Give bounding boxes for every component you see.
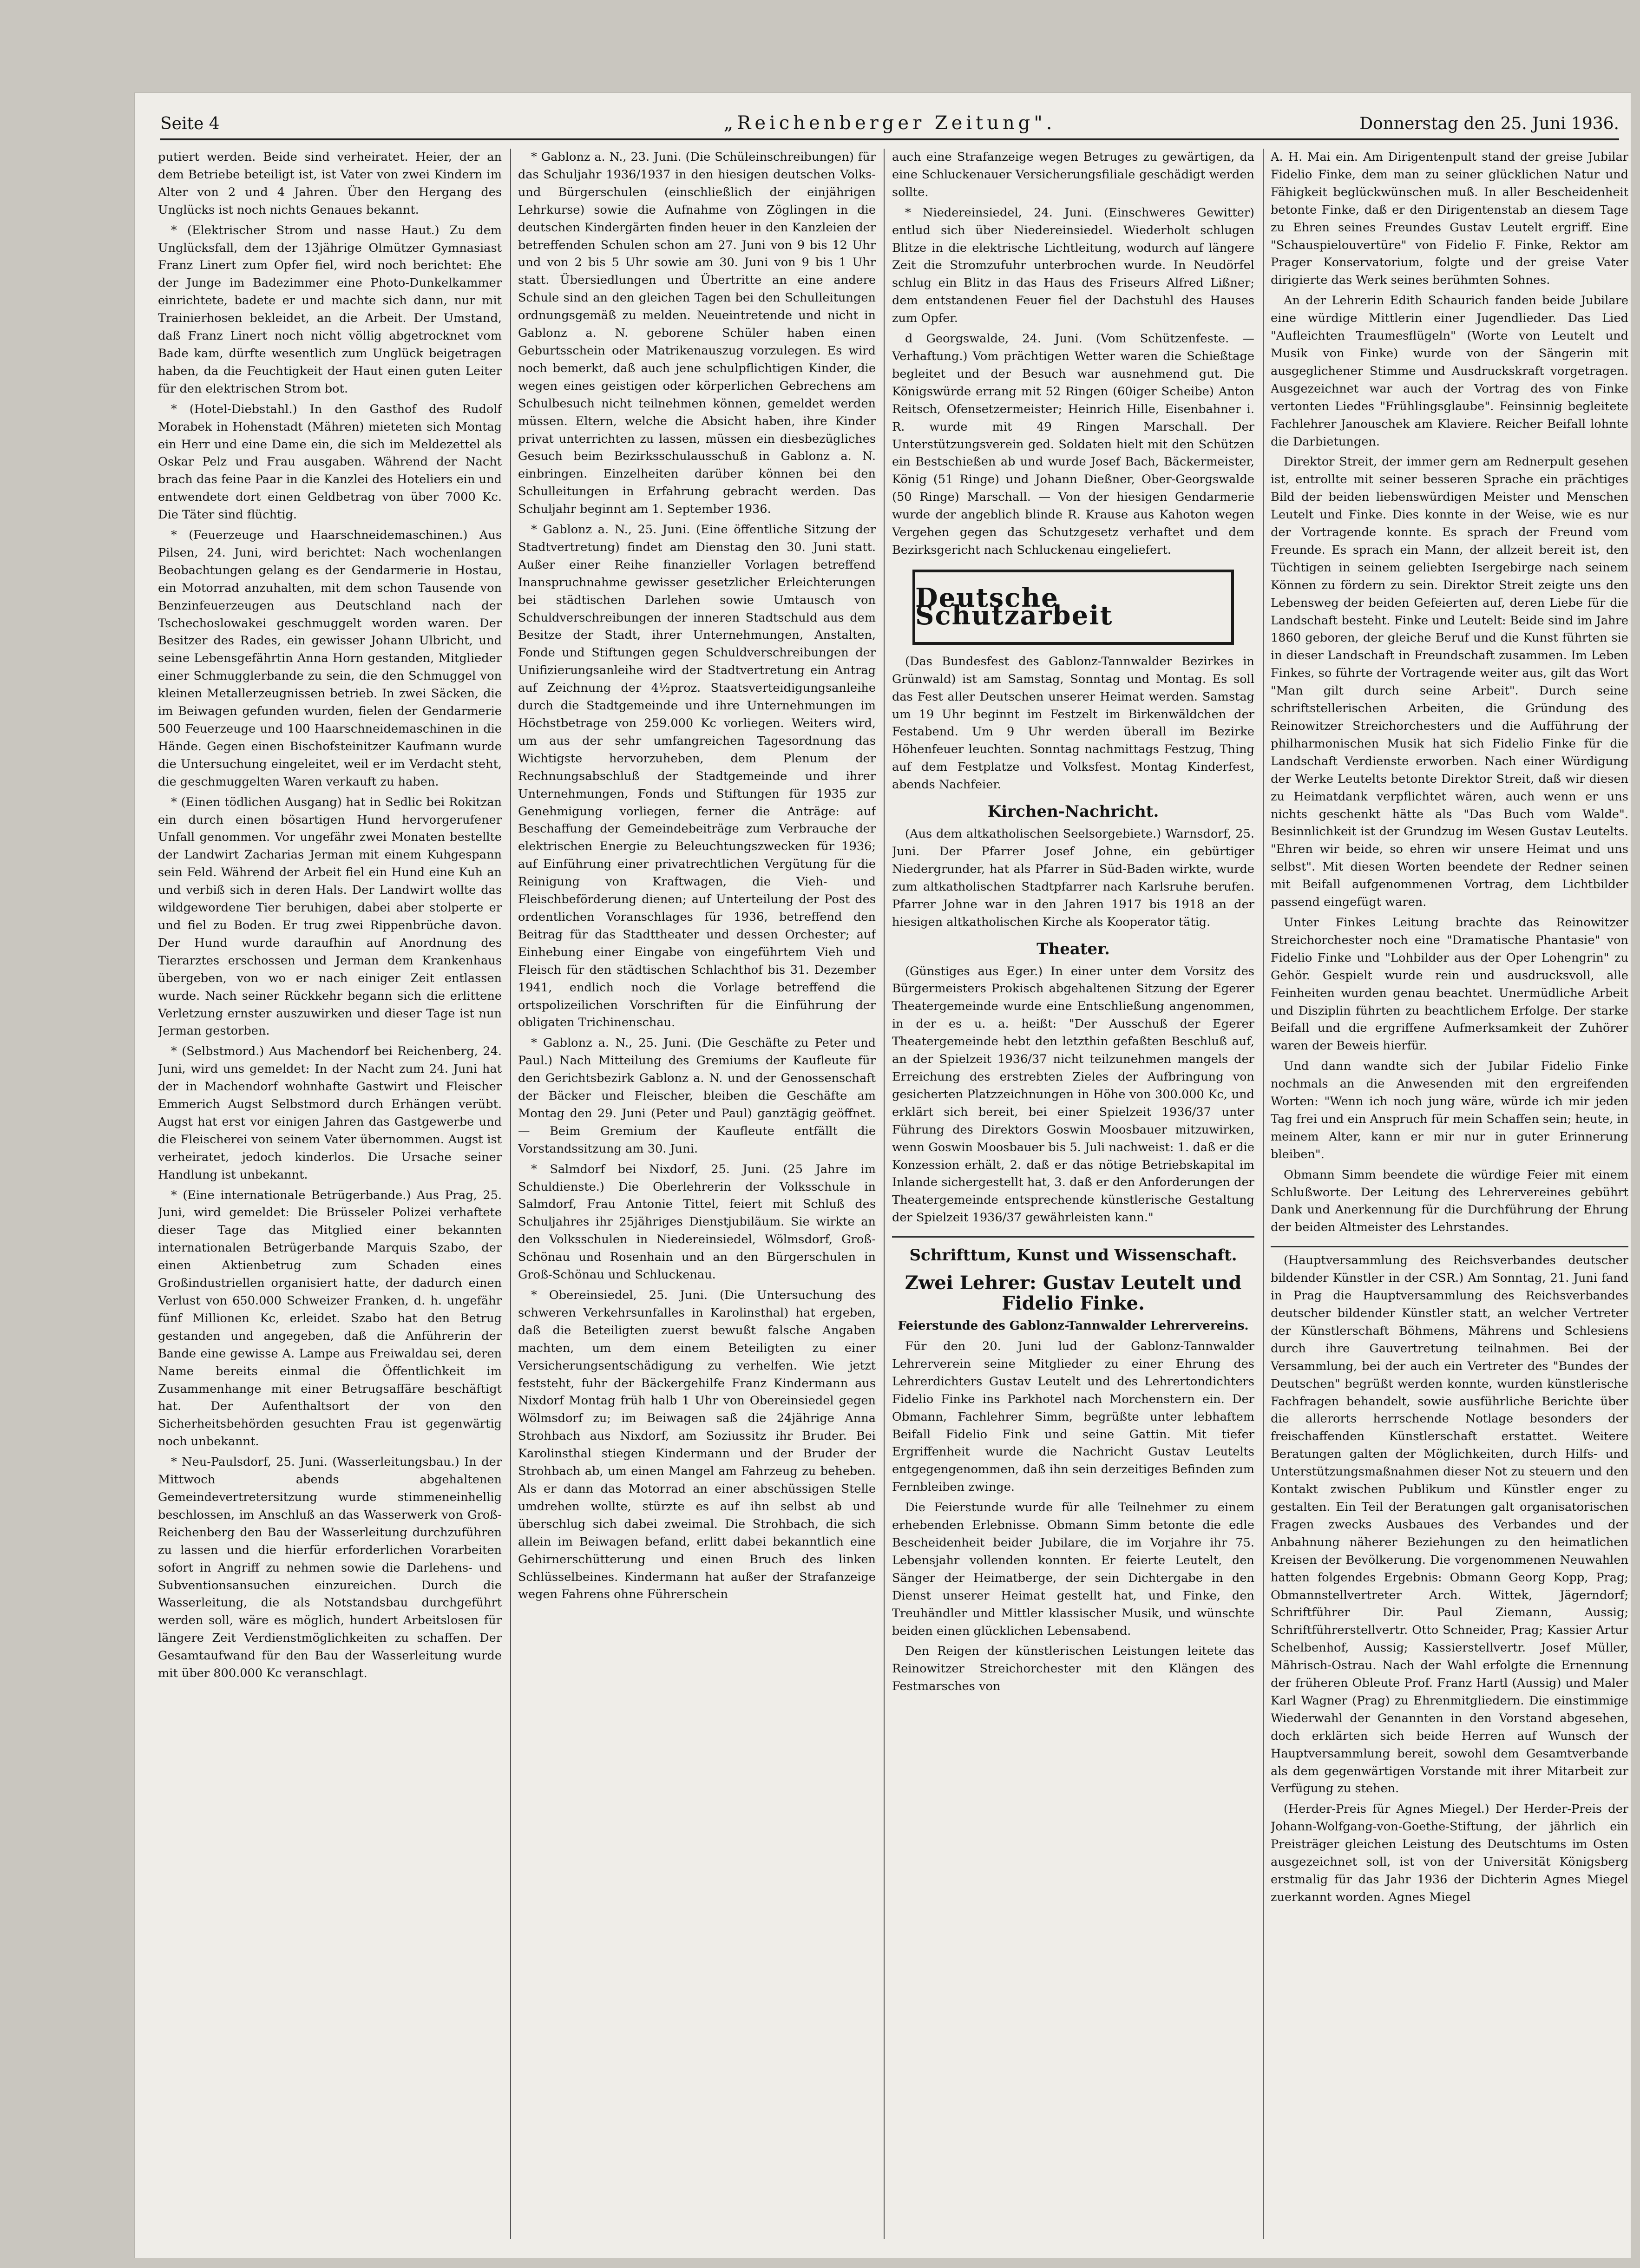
divider xyxy=(892,1236,1254,1238)
column-rule xyxy=(1263,149,1264,2239)
article-paragraph: An der Lehrerin Edith Schaurich fanden beide Jubilare eine würdige Mittlerin einer Jugendlieder. Das Lied "Aufleichten Traumesflügeln" (Worte von Leutelt und Musik von Finke) wurde von der Sängerin mit ausgeglichener Stimme und Ausdruckskraft vorgetragen. Ausgezeichnet war auch der Vortrag des von Finke vertonten Liedes "Frühlingsglaube". Feinsinnig begleitete Fachlehrer Janouschek am Klaviere. Reicher Beifall lohnte die Darbietungen. xyxy=(1271,294,1628,449)
column-4 xyxy=(1271,149,1628,2239)
article-paragraph: Für den 20. Juni lud der Gablonz-Tannwalder Lehrerverein seine Mitglieder zu einer Ehrung des Lehrerdichters Gustav Leutelt und des Lehrertondichters Fidelio Finke ins Parkhotel nach Morchenstern ein. Der Obmann, Fachlehrer Simm, begrüßte unter lebhaftem Beifall Fidelio Fink und seine Gattin. Mit tiefer Ergriffenheit wurde die Nachricht Gustav Leutelts entgegengenommen, daß ihn sein derzeitiges Befinden zum Fernbleiben zwinge. xyxy=(892,1339,1254,1495)
column-2 xyxy=(518,149,876,2239)
column-rule xyxy=(510,149,511,2239)
article-paragraph: * Niedereinsiedel, 24. Juni. (Einschweres Gewitter) entlud sich über Niedereinsiedel. Wiederholt schlugen Blitze in die elektrische Lichtleitung, wodurch auf längere Zeit die Stromzufuhr unterbrochen wurde. In Neudörfel schlug ein Blitz in das Haus des Friseurs Alfred Lißner; dem entstandenen Feuer fiel der Dachstuhl des Hauses zum Opfer. xyxy=(892,205,1254,326)
divider xyxy=(1271,1246,1628,1247)
column-1 xyxy=(158,149,502,2239)
section-heading: Kirchen-Nachricht. xyxy=(987,802,1159,821)
article-paragraph: (Hauptversammlung des Reichsverbandes deutscher bildender Künstler in der CSR.) Am Sonntag, 21. Juni fand in Prag die Hauptversammlung des Reichsverbandes deutscher bildender Künstler statt, an welcher Vertreter der Künstlerschaft Böhmens, Mährens und Schlesiens durch ihre Gauvertretung teilnahmen. Bei der Versammlung, bei der auch ein Vertreter des "Bundes der Deutschen" begrüßt werden konnte, wurden künstlerische Fachfragen behandelt, sowie ausführliche Berichte über die allerorts herrschende Notlage besonders der freischaffenden Künstlerschaft erstattet. Weitere Beratungen galten der Möglichkeiten, durch Hilfs- und Unterstützungsmaßnahmen dieser Not zu steuern und den Kontakt zwischen Publikum und Künstler enger zu gestalten. Ein Teil der Beratungen galt organisatorischen Fragen zwecks Ausbaues des Verbandes und der Anbahnung näherer Beziehungen zu den heimatlichen Kreisen der Bevölkerung. Die vorgenommenen Neuwahlen hatten folgendes Ergebnis: Obmann Georg Kopp, Prag; Obmannstellvertreter Arch. Wittek, Jägerndorf; Schriftführer Dir. Paul Ziemann, Aussig; Schriftführerstellvertr. Otto Schneider, Prag; Kassier Artur Schelbenhof, Aussig; Kassierstellvertr. Josef Müller, Mährisch-Ostrau. Nach der Wahl erfolgte die Ernennung der früheren Obleute Prof. Franz Hartl (Aussig) und Maler Karl Wagner (Prag) zu Ehrenmitgliedern. Die einstimmige Wiederwahl der Genannten in den Vorstand abgesehen, doch erklärten sich beide Herren auf Wunsch der Hauptversammlung bereit, sowohl dem Gesamtverbande als dem gegenwärtigen Vorstande mit ihrer Mitarbeit zur Verfügung zu stehen. xyxy=(1271,1253,1628,1796)
article-paragraph: * Neu-Paulsdorf, 25. Juni. (Wasserleitungsbau.) In der Mittwoch abends abgehaltenen Gemeindevertretersitzung wurde stimmeneinhellig beschlossen, im Anschluß an das Wasserwerk von Groß-Reichenberg den Bau der Wasserleitung durchzuführen zu lassen und die hierfür erforderlichen Vorarbeiten sofort in Angriff zu nehmen sowie die Darlehens- und Subventionsansuchen einzureichen. Durch die Wasserleitung, die als Notstandsbau durchgeführt werden soll, wäre es möglich, hundert Arbeitslosen für längere Zeit Verdienstmöglichkeiten zu schaffen. Der Gesamtaufwand für den Bau der Wasserleitung wurde mit über 800.000 Kc veranschlagt. xyxy=(158,1455,502,1681)
article-paragraph: * Salmdorf bei Nixdorf, 25. Juni. (25 Jahre im Schuldienste.) Die Oberlehrerin der Volksschule in Salmdorf, Frau Antonie Tittel, feiert mit Schluß des Schuljahres ihr 25jähriges Dienstjubiläum. Sie wirkte an den Volksschulen in Niedereinsiedel, Wölmsdorf, Groß-Schönau und Rosenhain und an den Bürgerschulen in Groß-Schönau und Schluckenau. xyxy=(518,1162,876,1282)
article-paragraph: * (Selbstmord.) Aus Machendorf bei Reichenberg, 24. Juni, wird uns gemeldet: In der Nacht zum 24. Juni hat der in Machendorf wohnhafte Gastwirt und Fleischer Emmerich Augst Selbstmord durch Erhängen verübt. Augst hat erst vor einigen Jahren das Gastgewerbe und die Fleischerei von seinem Vater übernommen. Augst ist verheiratet, jedoch kinderlos. Die Ursache seiner Handlung ist unbekannt. xyxy=(158,1044,502,1182)
article-paragraph: * (Einen tödlichen Ausgang) hat in Sedlic bei Rokitzan ein durch einen bösartigen Hund hervorgerufener Unfall genommen. Vor ungefähr zwei Monaten bestellte der Landwirt Zacharias Jerman mit einem Kuhgespann sein Feld. Während der Arbeit fiel ein Hund eine Kuh an und verbiß sich in deren Hals. Der Landwirt wollte das wildgewordene Tier beruhigen, dabei aber stolperte er und fiel zu Boden. Er trug zwei Rippenbrüche davon. Der Hund wurde daraufhin auf Anordnung des Tierarztes erschossen und Jerman dem Krankenhaus übergeben, von wo er nach einiger Zeit entlassen wurde. Nach seiner Rückkehr begann sich die erlittene Verletzung ernster auszuwirken und dieser Tage ist nun Jerman gestorben. xyxy=(158,795,502,1038)
article-paragraph: * Gablonz a. N., 25. Juni. (Die Geschäfte zu Peter und Paul.) Nach Mitteilung des Gremiums der Kaufleute für den Gerichtsbezirk Gablonz a. N. und der Genossenschaft der Bäcker und Fleischer, bleiben die Geschäfte am Montag den 29. Juni (Peter und Paul) ganztägig geöffnet. — Beim Gremium der Kaufleute entfällt die Vorstandssitzung am 30. Juni. xyxy=(518,1036,876,1156)
masthead: „Reichenberger Zeitung". xyxy=(723,112,1056,134)
article-paragraph: (Herder-Preis für Agnes Miegel.) Der Herder-Preis der Johann-Wolfgang-von-Goethe-Stiftung, der jährlich ein Preisträger gleichen Leistung des Deutschtums im Osten ausgezeichnet soll, ist von der Universität Königsberg erstmalig für das Jahr 1936 der Dichterin Agnes Miegel zuerkannt worden. Agnes Miegel xyxy=(1271,1802,1628,1904)
article-paragraph: (Das Bundesfest des Gablonz-Tannwalder Bezirkes in Grünwald) ist am Samstag, Sonntag und Montag. Es soll das Fest aller Deutschen unserer Heimat werden. Samstag um 19 Uhr beginnt im Festzelt im Birkenwäldchen der Festabend. Um 9 Uhr werden überall im Bezirke Höhenfeuer leuchten. Sonntag nachmittags Festzug, Thing auf dem Festplatze und Volksfest. Montag Kinderfest, abends Nachfeier. xyxy=(892,654,1254,792)
article-headline: Zwei Lehrer: Gustav Leutelt und Fidelio Finke. xyxy=(905,1272,1242,1315)
article-paragraph: auch eine Strafanzeige wegen Betruges zu gewärtigen, da eine Schluckenauer Versicherungsfiliale geschädigt werden sollte. xyxy=(892,150,1254,199)
page-number: Seite 4 xyxy=(160,114,220,133)
article-paragraph: Obmann Simm beendete die würdige Feier mit einem Schlußworte. Der Leitung des Lehrervereines gebührt Dank und Anerkennung für die Durchführung der Ehrung der beiden Altmeister des Lehrstandes. xyxy=(1271,1167,1628,1235)
article-subheadline: Feierstunde des Gablonz-Tannwalder Lehrervereins. xyxy=(898,1319,1249,1333)
article-paragraph: (Günstiges aus Eger.) In einer unter dem Vorsitz des Bürgermeisters Prokisch abgehaltenen Sitzung der Egerer Theatergemeinde wurde eine Entschließung angenommen, in der es u. a. heißt: "Der Ausschuß der Egerer Theatergemeinde hebt den letzthin gefaßten Beschluß auf, an der Spielzeit 1936/37 nicht teilzunehmen mangels der Erreichung des erstrebten Zieles der Aufbringung von gesicherten Platzzeichnungen in Höhe von 300.000 Kc, und erklärt sich bereit, bei einer Spielzeit 1936/37 unter Führung des Direktors Goswin Moosbauer mitzuwirken, wenn Goswin Moosbauer bis 5. Juli nachweist: 1. daß er die Konzession erhält, 2. daß er das nötige Betriebskapital im Inlande sichergestellt hat, 3. daß er den Anforderungen der Theatergemeinde entsprechende künstlerische Gestaltung der Spielzeit 1936/37 gewährleisten kann." xyxy=(892,964,1254,1225)
section-heading: Deutsche Schutzarbeit xyxy=(915,582,1113,631)
article-paragraph: Die Feierstunde wurde für alle Teilnehmer zu einem erhebenden Erlebnisse. Obmann Simm betonte die edle Bescheidenheit beider Jubilare, die im Vorjahre ihr 75. Lebensjahr vollenden konnten. Er feierte Leutelt, den Sänger der Heimatberge, der sein Dichtergabe in den Dienst unserer Heimat gestellt hat, und Finke, den Treuhändler und Mittler klassischer Musik, und wünschte beiden einen glücklichen Lebensabend. xyxy=(892,1501,1254,1638)
article-paragraph: Den Reigen der künstlerischen Leistungen leitete das Reinowitzer Streichorchester mit den Klängen des Festmarsches von xyxy=(892,1644,1254,1694)
article-paragraph: Direktor Streit, der immer gern am Rednerpult gesehen ist, entrollte mit seiner besseren Sprache ein prächtiges Bild der beiden liebenswürdigen Meister und Menschen Leutelt und Finke. Dies konnte in der Weise, wie es nur der Vortragende konnte. Es sprach der Freund vom Freunde. Es sprach ein Mann, der allzeit bereit ist, den Tüchtigen in seinem geliebten Isergebirge nach seinem Können zu fördern zu sein. Direktor Streit zeigte uns den Lebensweg der beiden Gefeierten auf, deren Liebe für die Landschaft besteht. Finke und Leutelt: Beide sind im Jahre 1860 geboren, der gleiche Beruf und die Kunst führten sie in dieser Landschaft in Freundschaft zusammen. Im Leben Finkes, so führte der Vortragende weiter aus, gilt das Wort "Man gilt durch seine Arbeit". Durch seine schriftstellerischen Arbeiten, die Gründung des Reinowitzer Streichorchesters und die Aufführung der philharmonischen Musik hat sich Fidelio Finke für die Landschaft Verdienste erworben. Nach einer Würdigung der Werke Leutelts betonte Direktor Streit, daß wir diesen zu Heimatdank verpflichtet wären, auch wenn er uns nichts geschenkt hätte als "Das Buch vom Walde". Besinnlichkeit ist der Grundzug im Wesen Gustav Leutelts. "Ehren wir beide, so ehren wir unsere Heimat und uns selbst". Mit diesen Worten beendete der Redner seinen mit Beifall aufgenommenen Vortrag, dem Lichtbilder passend eingefügt waren. xyxy=(1271,455,1628,910)
article-paragraph: d Georgswalde, 24. Juni. (Vom Schützenfeste. — Verhaftung.) Vom prächtigen Wetter waren die Schießtage begleitet und der Besuch war ausnehmend gut. Die Königswürde errang mit 52 Ringen (60iger Scheibe) Anton Reitsch, Ofensetzermeister; Heinrich Hille, Eisenbahner i. R. wurde mit 49 Ringen Marschall. Der Unterstützungsverein ged. Soldaten hielt mit den Schützen ein Bestschießen ab und wurde Josef Bach, Bäckermeister, König (51 Ringe) und Johann Dießner, Ober-Georgswalde (50 Ringe) Marschall. — Von der hiesigen Gendarmerie wurde der angeblich blinde R. Krause aus Kahoton wegen Vergehen gegen das Schutzgesetz verhaftet und dem Bezirksgericht nach Schluckenau eingeliefert. xyxy=(892,332,1254,557)
section-heading: Theater. xyxy=(1036,939,1110,958)
newspaper-page xyxy=(135,93,1631,2258)
page-header xyxy=(160,111,1619,140)
issue-date: Donnerstag den 25. Juni 1936. xyxy=(1359,114,1619,133)
section-box-deutsche-schutzarbeit xyxy=(912,570,1234,645)
article-paragraph: (Aus dem altkatholischen Seelsorgebiete.) Warnsdorf, 25. Juni. Der Pfarrer Josef Johne, ein gebürtiger Niedergrunder, hat als Pfarrer in Süd-Baden wirkte, wurde zum altkatholischen Stadtpfarrer nach Karlsruhe berufen. Pfarrer Johne war in den Jahren 1917 bis 1918 an der hiesigen altkatholischen Kirche als Kooperator tätig. xyxy=(892,827,1254,929)
article-paragraph: Und dann wandte sich der Jubilar Fidelio Finke nochmals an die Anwesenden mit den ergreifenden Worten: "Wenn ich noch jung wäre, würde ich mir jeden Tag frei und ein Anspruch für mein Schaffen sein; heute, in meinem Alter, kann er mir nur in guter Erinnerung bleiben". xyxy=(1271,1059,1628,1161)
article-paragraph: * (Feuerzeuge und Haarschneidemaschinen.) Aus Pilsen, 24. Juni, wird berichtet: Nach wochenlangen Beobachtungen gelang es der Gendarmerie in Hostau, ein Motorrad anzuhalten, mit dem schon Tausende von Benzinfeuerzeugen aus Deutschland nach der Tschechoslowakei geschmuggelt worden waren. Der Besitzer des Rades, ein gewisser Johann Ulbricht, und seine Lebensgefährtin Anna Horn gestanden, Mitglieder einer Schmugglerbande zu sein, die den Schmuggel von kleinen Metallerzeugnissen betrieb. In zwei Säcken, die im Beiwagen gefunden wurden, fielen der Gendarmerie 500 Feuerzeuge und 100 Haarschneidemaschinen in die Hände. Gegen einen Bischofsteinitzer Kaufmann wurde die Untersuchung eingeleitet, weil er im Verdacht steht, die geschmuggelten Waren verkauft zu haben. xyxy=(158,528,502,789)
article-paragraph: * Gablonz a. N., 25. Juni. (Eine öffentliche Sitzung der Stadtvertretung) findet am Dienstag den 30. Juni statt. Außer einer Reihe finanzieller Vorlagen betreffend Inanspruchnahme gewisser gesetzlicher Erleichterungen bei städtischen Darlehen sowie Umtausch von Schuldverschreibungen der inneren Stadtschuld aus dem Besitze der Stadt, ihrer Unternehmungen, Anstalten, Fonde und Stiftungen gegen Schuldverschreibungen der Unifizierungsanleihe wird der Stadtvertretung ein Antrag auf Zeichnung der 4½proz. Staatsverteidigungsanleihe durch die Stadtgemeinde und ihre Unternehmungen im Höchstbetrage von 259.000 Kc vorliegen. Weiters wird, um aus der sehr umfangreichen Tagesordnung das Wichtigste hervorzuheben, dem Plenum der Rechnungsabschluß der Stadtgemeinde und ihrer Unternehmungen, Fonds und Stiftungen für 1935 zur Genehmigung vorliegen, ferner die Anträge: auf Beschaffung der Gemeindebeiträge zum Verbrauche der elektrischen Energie zu Beleuchtungszwecken für 1936; auf Einführung einer privatrechtlichen Vergütung für die Reinigung von Kraftwagen, die Vieh- und Fleischbeförderung dienen; auf Unterteilung der Post des ordentlichen Voranschlages für 1936, betreffend den Beitrag für das Stadttheater und dessen Orchester; auf Einhebung einer Eingabe von eingeführtem Vieh und Fleisch für den städtischen Schlachthof bis 31. Dezember 1941, endlich noch die Vorlage betreffend die ortspolizeilichen Vorschriften für die Einführung der obligaten Trichinenschau. xyxy=(518,523,876,1030)
article-paragraph: * Gablonz a. N., 23. Juni. (Die Schüleinschreibungen) für das Schuljahr 1936/1937 in den hiesigen deutschen Volks- und Bürgerschulen (einschließlich der einjährigen Lehrkurse) sowie die Aufnahme von Zöglingen in die deutschen Kindergärten finden heuer in den Kanzleien der betreffenden Schulen schon am 27. Juni von 9 bis 12 Uhr und von 2 bis 5 Uhr sowie am 30. Juni von 9 bis 1 Uhr statt. Übersiedlungen und Übertritte an eine andere Schule sind an den gleichen Tagen bei den Schulleitungen ordnungsgemäß zu melden. Neueintretende und nicht in Gablonz a. N. geborene Schüler haben einen Geburtsschein oder Matrikenauszug vorzulegen. Es wird noch bemerkt, daß auch jene schulpflichtigen Kinder, die wegen eines geistigen oder körperlichen Gebrechens am Schulbesuch nicht teilnehmen können, gemeldet werden müssen. Eltern, welche die Absicht haben, ihre Kinder privat unterrichten zu lassen, müssen ein diesbezügliches Gesuch beim Bezirksschulausschuß in Gablonz a. N. einbringen. Einzelheiten darüber können bei den Schulleitungen in Erfahrung gebracht werden. Das Schuljahr beginnt am 1. September 1936. xyxy=(518,150,876,517)
article-paragraph: putiert werden. Beide sind verheiratet. Heier, der an dem Betriebe beteiligt ist, ist Vater von zwei Kindern im Alter von 2 und 4 Jahren. Über den Hergang des Unglücks ist noch nichts Genaues bekannt. xyxy=(158,150,502,217)
article-paragraph: * (Eine internationale Betrügerbande.) Aus Prag, 25. Juni, wird gemeldet: Die Brüsseler Polizei verhaftete dieser Tage das Mitglied einer bekannten internationalen Betrügerbande Marquis Szabo, der einen Aktienbetrug zum Schaden eines Großindustriellen organisiert hatte, der dadurch einen Verlust von 650.000 Schweizer Franken, d. h. ungefähr fünf Millionen Kc, erleidet. Szabo hat den Betrug gestanden und angegeben, daß die Anführerin der Bande eine gewisse A. Lampe aus Freiwaldau sei, deren Name bereits einmal die Öffentlichkeit im Zusammenhange mit einer Betrugsaffäre beschäftigt hat. Der Aufenthaltsort der von den Sicherheitsbehörden gesuchten Frau ist gegenwärtig noch unbekannt. xyxy=(158,1188,502,1449)
article-paragraph: * Obereinsiedel, 25. Juni. (Die Untersuchung des schweren Verkehrsunfalles in Karolinsthal) hat ergeben, daß die Beteiligten zuerst bewußt falsche Angaben machten, um dem einem Beteiligten zu einer Versicherungsentschädigung zu verhelfen. Wie jetzt feststeht, fuhr der Bäckergehilfe Franz Kindermann aus Nixdorf Montag früh halb 1 Uhr von Obereinsiedel gegen Wölmsdorf zu; im Beiwagen saß die 24jährige Anna Strohbach aus Nixdorf, am Soziussitz ihr Bruder. Bei Karolinsthal stiegen Kindermann und der Bruder der Strohbach ab, um einen Mangel am Fahrzeug zu beheben. Als er dann das Motorrad an einer abschüssigen Stelle umdrehen wollte, stürzte es auf ihn selbst ab und überschlug sich dabei zweimal. Die Strohbach, die sich allein im Beiwagen befand, erlitt dabei bekanntlich eine Gehirnerschütterung und einen Bruch des linken Schlüsselbeines. Kindermann hat außer der Strafanzeige wegen Fahrens ohne Führerschein xyxy=(518,1288,876,1602)
article-paragraph: * (Elektrischer Strom und nasse Haut.) Zu dem Unglücksfall, dem der 13jährige Olmützer Gymnasiast Franz Linert zum Opfer fiel, wird noch berichtet: Ehe der Junge im Badezimmer eine Photo-Dunkelkammer einrichtete, badete er und machte sich dann, nur mit Trainierhosen bekleidet, an die Arbeit. Der Umstand, daß Franz Linert noch nicht völlig abgetrocknet vom Bade kam, dürfte wesentlich zum Unglück beigetragen haben, da die Feuchtigkeit der Haut einen guten Leiter für den elektrischen Strom bot. xyxy=(158,223,502,396)
column-rule xyxy=(884,149,885,2239)
column-3 xyxy=(892,149,1254,2239)
article-paragraph: A. H. Mai ein. Am Dirigentenpult stand der greise Jubilar Fidelio Finke, dem man zu seiner glücklichen Natur und Fähigkeit beglückwünschen muß. In aller Bescheidenheit betonte Finke, daß er den Dirigentenstab an diesem Tage zu Ehren seines Freundes Gustav Leutelt ergriff. Eine "Schauspielouvertüre" von Fidelio F. Finke, Rektor am Prager Konservatorium, folgte und der greise Vater dirigierte das Werk seines berühmten Sohnes. xyxy=(1271,150,1628,288)
article-paragraph: Unter Finkes Leitung brachte das Reinowitzer Streichorchester noch eine "Dramatische Phantasie" von Fidelio Finke und "Lohbilder aus der Oper Lohengrin" zu Gehör. Gespielt wurde rein und ausdrucksvoll, alle Feinheiten wurden genau beachtet. Unermüdliche Arbeit und Disziplin führten zu beachtlichem Erfolge. Der starke Beifall und die ergriffene Aufmerksamkeit der Zuhörer waren der Beweis hierfür. xyxy=(1271,915,1628,1053)
section-heading: Schrifttum, Kunst und Wissenschaft. xyxy=(909,1246,1237,1265)
article-paragraph: * (Hotel-Diebstahl.) In den Gasthof des Rudolf Morabek in Hohenstadt (Mähren) mieteten sich Montag ein Herr und eine Dame ein, die sich im Meldezettel als Oskar Pelz und Frau ausgaben. Während der Nacht brach das feine Paar in die Kanzlei des Hoteliers ein und entwendete dort einen Geldbetrag von über 7000 Kc. Die Täter sind flüchtig. xyxy=(158,402,502,522)
